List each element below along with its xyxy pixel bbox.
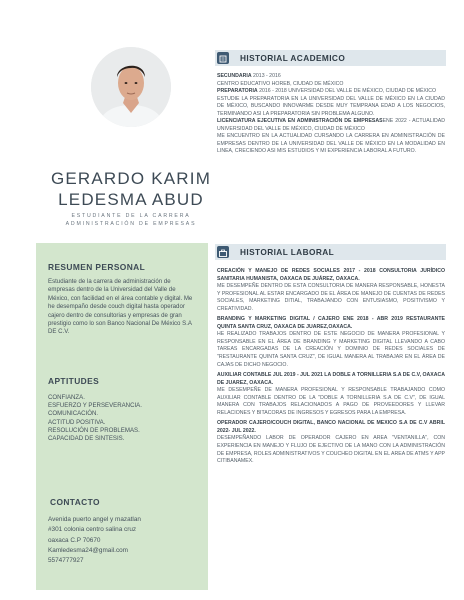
contact-title: CONTACTO	[50, 497, 100, 507]
work-entry-text: HE REALIZADO TRABAJOS DENTRO DE ESTE NEGOCIO DE MANERA PROFESIONAL Y RESPONSABLE EN EL ÁREA DE BRANDING Y MARKETING DIGITAL LLEVANDO A CABO TAREAS ENCARGADAS DE LA CREACIÓN Y DOMINIO DE REDES SOCIALES DE "RESTAURANTE QUINTA SANTA CRUZ", DE IGUAL MANERA AL TRABAJAR EN EL ÁREA DE CAJAS DE DICHO NEGOCIO.	[217, 331, 445, 368]
profile-photo	[91, 47, 171, 127]
work-entry-text: ME DESEMPEÑE DE MANERA PROFESIONAL Y RESPONSABLE TRABAJANDO COMO AUXILIAR CONTABLE DENTRO DE LA "DOBLE A TORNILLERIA S.A DE C.V", DE IGUAL MANERA CON TRABAJOS RELACIONADOS A PAGO DE PROVEEDORES Y LLEVAR RELACIONES Y BITACORAS DE INGRESOS Y EGRESOS PARA LA EMPRESA.	[217, 387, 445, 416]
full-name	[20, 168, 242, 210]
academic-icon	[217, 52, 229, 64]
academic-entry-text: ME ENCUENTRO EN LA ACTUALIDAD CURSANDO LA CARRERA EN ADMINISTRACIÓN DE EMPRESAS DENTRO DE LA UNIVERSIDAD DEL VALLE DE MÉXICO EN LA MODALIDAD EN LINEA, CRECIENDO ASI MIS ESTUDIOS Y MI EXPERIENCIA LABORAL A FUTURO.	[217, 133, 445, 155]
summary-title: RESUMEN PERSONAL	[48, 262, 146, 272]
work-entry-text: DESEMPEÑANDO LABOR DE OPERADOR CAJERO EN AREA "VENTANILLA", CON EXPERIENCIA EN MANEJO Y FLUJO DE EJECTIVO DE LA MANO CON LA ADMINISTRACIÓN DE EMPRESA, ROLES ADMINISTRATIVOS Y COUCHEO DIGITAL EN EL AREA DE ATMS Y APP CITIBANAMEX.	[217, 435, 445, 465]
contact-phone: 5574777927	[48, 557, 84, 565]
academic-entry-head: LICENCIATURA EJECUTIVA EN ADMINISTRACIÓN DE EMPRESAS	[217, 118, 383, 125]
work-entry-head: CREACIÓN Y MANEJO DE REDES SOCIALES 2017 - 2018 CONSULTORIA JURÍDICO SANITARIA HUMANISTA, OAXACA DE JUÁREZ, OAXACA.	[217, 268, 445, 282]
academic-entry	[217, 118, 445, 133]
role-title: ESTUDIANTE DE LA CARRERA ADMINISTRACIÓN DE EMPRESAS	[65, 213, 197, 227]
academic-entry	[217, 73, 445, 81]
academic-header	[215, 50, 446, 66]
work-entry-head: OPERADOR CAJERO/COUCH DIGITAL, BANCO NACIONAL DE MEXICO S.A DE C.V ABRIL 2022- JUL 2022.	[217, 420, 445, 434]
contact-address-3: oaxaca C.P 70670	[48, 536, 101, 544]
contact-address-1: Avenida puerto angel y mazatlan	[48, 516, 141, 523]
skill-item: RESOLUCIÓN DE PROBLEMAS.	[48, 426, 140, 434]
work-title: HISTORIAL LABORAL	[240, 247, 335, 257]
skill-item: CAPACIDAD DE SINTESIS.	[48, 435, 125, 443]
name-line-1: GERARDO KARIM	[50, 169, 212, 188]
academic-entry-head: SECUNDARIA	[217, 73, 252, 79]
academic-entry-text: 2016 - 2018 UNIVERSIDAD DEL VALLE DE MÉXICO, CIUDAD DE MÉXICO	[257, 88, 437, 95]
academic-entry	[217, 133, 445, 156]
work-icon	[217, 246, 229, 258]
academic-entry-head: PREPARATORIA	[217, 88, 258, 95]
academic-entry-text: ENE 2022 - ACTUALIDAD UNIVERSIDAD DEL VALLE DE MÉXICO, CIUDAD DE MÉXICO	[217, 118, 445, 132]
contact-email: Kamledesma24@gmail.com	[48, 546, 129, 554]
skill-item: COMUNICACIÓN.	[48, 410, 99, 418]
work-entry-text: ME DESEMPEÑE DENTRO DE ESTA CONSULTORIA DE MANERA RESPONSABLE, HONESTA Y PROFESIONAL AL ESTAR ENCARGADO DE EL ÁREA DE MANEJO DE CUENTAS DE REDES SOCIALES, MARKETING DITIAL, TRABAJANDO CON ENTUSIASMO, POSITIVISMO Y CREATIVIDAD.	[217, 283, 445, 312]
work-entry-head: AUXILIAR CONTABLE JUL 2019 - JUL 2021 LA DOBLE A TORNILLERIA S.A DE C.V, OAXACA DE JUAREZ, OAXACA.	[217, 372, 445, 386]
skill-item: ACTITUD POSITIVA.	[48, 418, 106, 426]
academic-entry-text: 2013 - 2016	[251, 73, 281, 79]
contact-address-2: #301 colonia centro salina cruz	[48, 526, 137, 534]
work-entry-head: BRANDING Y MARKETING DIGITAL / CAJERO ENE 2018 - ABR 2019 RESTAURANTE QUINTA SANTA CRUZ, OAXACA DE JUAREZ,OAXACA.	[217, 316, 445, 330]
academic-list	[217, 73, 445, 156]
academic-title: HISTORIAL ACADEMICO	[240, 53, 346, 63]
work-header	[215, 244, 446, 260]
work-list	[217, 268, 445, 466]
skill-item: CONFIANZA.	[48, 394, 85, 401]
name-line-2: LEDESMA ABUD	[58, 190, 204, 209]
academic-entry-text: ESTUDIE LA PREPARATORIA EN LA UNIVERSIDAD DEL VALLE DE MÉXICO EN LA CIUDAD DE MÉXICO, BUSCANDO INNOVARME DESDE MUY TEMPRANA EDAD A LOS NEGOCIOS, TERMINANDO ASI LA PREPARATORIA SIN PROBLEMA ALGUNO.	[217, 95, 445, 117]
academic-entry	[217, 88, 445, 96]
academic-entry-text: CENTRO EDUCATIVO HOREB, CIUDAD DE MÉXICO	[217, 80, 344, 87]
summary-text: Estudiante de la carrera de administración de empresas dentro de la Universidad del Valle de México, con facilidad en el área contable y digital. Me he desempaño desde couch digital hasta operador cajero dentro de consultorias y empresas de gran prestigio como lo son Banco Nacional De México S.A DE C.V.	[48, 278, 193, 336]
academic-entry	[217, 96, 445, 119]
skills-title: APTITUDES	[48, 376, 100, 386]
academic-entry	[217, 81, 445, 89]
contact-lines	[48, 515, 203, 566]
skills-list	[48, 394, 198, 443]
skill-item: ESFUERZO Y PERSEVERANCIA.	[48, 402, 142, 410]
